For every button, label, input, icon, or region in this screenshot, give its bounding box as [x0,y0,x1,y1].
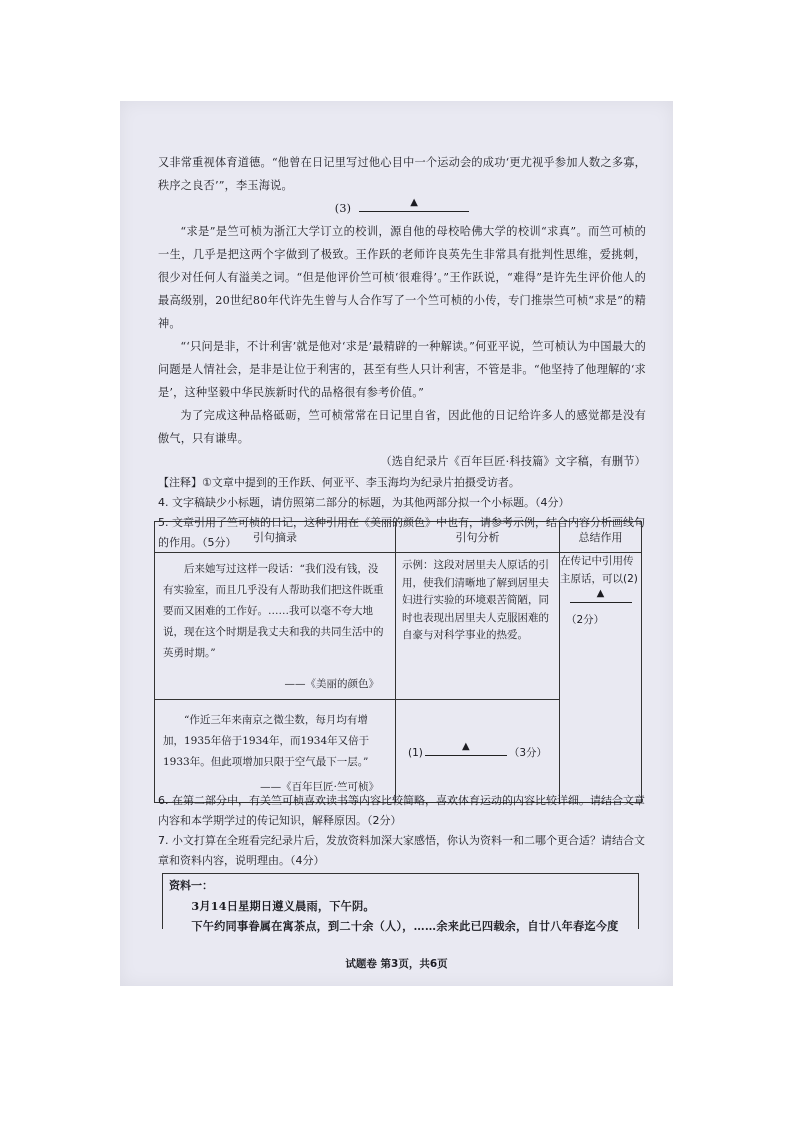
analysis-example: 示例：这段对居里夫人原话的引用，使我们清晰地了解到居里夫妇进行实验的环境艰苦简陋，同时也表现出居里夫人克服困难的自豪与对科学事业的热爱。 [402,559,549,641]
passage [158,151,646,553]
question-4: 4. 文字稿缺少小标题，请仿照第二部分的标题，为其他两部分拟一个小标题。（4分） [158,496,570,509]
question-6: 6. 在第二部分中，有关竺可桢喜欢读书等内容比较简略，喜欢体育运动的内容比较详细。请结合文章内容和本学期学过的传记知识，解释原因。（2分） [158,794,645,827]
table-header: 引句摘录 [155,522,396,553]
summary-score: （2分） [566,613,605,626]
quote-cell [155,700,396,803]
page-footer: 试题卷 第3页，共6页 [345,958,448,970]
summary-text: 在传记中引用传主原话，可以(2) [560,555,638,585]
material-line: 3月14日星期日遵义晨雨，下午阴。 [191,899,375,913]
passage-source: （选自纪录片《百年巨匠·科技篇》文字稿，有删节） [380,455,646,468]
material-box [162,873,639,933]
material-title: 资料一： [169,879,213,892]
passage-paragraph: “‘只问是非，不计利害’就是他对‘求是’最精辟的一种解读。”何亚平说，竺可桢认为中国最大的问题是人情社会，是非是让位于利害的，甚至有些人只计利害，不管是非。“他坚持了他理解的‘求是’，这种坚毅中华民族新时代的品格很有参考价值。” [158,340,646,399]
annotation-note: 【注释】①文章中提到的王作跃、何亚平、李玉海均为纪录片拍摄受访者。 [158,476,520,489]
triangle-marker-icon: ▲ [410,197,419,208]
quote-analysis-table [154,521,642,803]
quote-text: “作近三年来南京之微尘数，每月均有增加，1935年倍于1934年，而1934年又倍于1933年。但此项增加只限于空气最下一层。” [163,714,370,768]
passage-paragraph: 为了完成这种品格砥砺，竺可桢常常在日记里自省，因此他的日记给许多人的感觉都是没有傲气，只有谦卑。 [158,409,646,445]
table-header: 引句分析 [396,522,560,553]
answer-label: (1) [407,746,423,759]
triangle-marker-icon: ▲ [596,588,605,599]
passage-paragraph: 又非常重视体育道德。“他曾在日记里写过他心目中一个运动会的成功‘更尤视乎参加人数之多寡，秩序之良否’”，李玉海说。 [158,156,646,192]
answer-blank[interactable] [359,199,469,212]
material-line: 下午约同事眷属在寓茶点，到二十余（人），……余来此已四载余，自廿八年春迄今度 [191,919,619,933]
quote-source: ——《美丽的颜色》 [284,678,379,690]
heading-label: (3) [334,202,352,215]
passage-paragraph: “求是”是竺可桢为浙江大学订立的校训，源自他的母校哈佛大学的校训“求真”。而竺可桢的一生，几乎是把这两个字做到了极致。王作跃的老师许良英先生非常具有批判性思维，爱挑刺，很少对任何人有溢美之词。“但是他评价竺可桢‘很难得’。”王作跃说，“难得”是许先生评价他人的最高级别，20世纪80年代许先生曾与人合作写了一个竺可桢的小传，专门推崇竺可桢“求是”的精神。 [158,225,646,330]
questions-lower [158,791,646,871]
table-header: 总结作用 [560,522,642,553]
answer-score: （3分） [508,746,548,759]
summary-cell [560,553,642,803]
question-5: 5. 文章引用了竺可桢的日记，这种引用在《美丽的颜色》中也有，请参考示例，结合内容分析画线句的作用。（5分） [158,516,645,549]
exam-paper [120,101,673,986]
quote-text: 后来她写过这样一段话：“我们没有钱，没有实验室，而且几乎没有人帮助我们把这件既重要而又困难的工作好。……我可以毫不夸大地说，现在这个时期是我丈夫和我的共同生活中的英勇时期。” [163,563,384,659]
heading-blank-3 [158,197,646,220]
triangle-marker-icon: ▲ [461,740,470,752]
analysis-cell [396,553,560,700]
question-7: 7. 小文打算在全班看完纪录片后，发放资料加深大家感悟，你认为资料一和二哪个更合适？请结合文章和资料内容，说明理由。（4分） [158,834,645,867]
quote-cell [155,553,396,700]
summary-blank[interactable] [560,590,641,610]
analysis-answer-cell[interactable] [396,700,560,803]
quote-source: ——《百年巨匠·竺可桢》 [260,781,379,793]
